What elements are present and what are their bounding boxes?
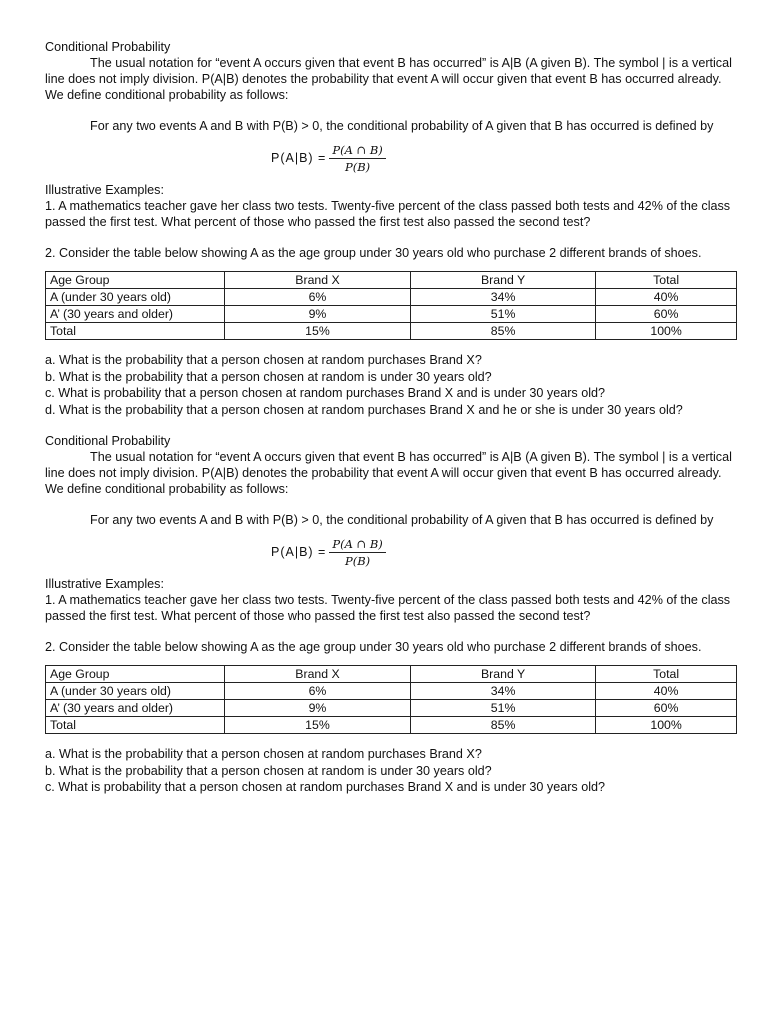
formula-lhs: P(A|B) = xyxy=(271,545,327,559)
formula-fraction xyxy=(329,143,385,174)
formula-lhs: P(A|B) = xyxy=(271,151,327,165)
table-row xyxy=(46,306,737,323)
table-row xyxy=(46,717,737,734)
question-c: c. What is probability that a person chosen at random purchases Brand X and is under 30 years old? xyxy=(45,780,606,794)
table-row xyxy=(46,323,737,340)
intro-paragraph: The usual notation for “event A occurs given that event B has occurred” is A|B (A given B). The symbol | is a vertical line does not imply division. P(A|B) denotes the probability that event A will occur given that event B has occurred already. We define conditional probability as follows: xyxy=(45,56,732,102)
table-cell: 85% xyxy=(410,323,595,340)
section-title: Conditional Probability xyxy=(45,40,171,54)
table-cell: 6% xyxy=(225,289,411,306)
table-cell: 51% xyxy=(410,700,595,717)
table-row xyxy=(46,289,737,306)
table-cell: 51% xyxy=(410,306,595,323)
table-row xyxy=(46,683,737,700)
table-row xyxy=(46,700,737,717)
definition-paragraph: For any two events A and B with P(B) > 0, the conditional probability of A given that B has occurred is defined by xyxy=(90,513,714,527)
shoe-brand-table xyxy=(45,271,737,340)
table-header: Brand Y xyxy=(410,272,595,289)
formula-denominator: P(B) xyxy=(344,159,371,174)
table-header: Age Group xyxy=(46,272,225,289)
question-b: b. What is the probability that a person chosen at random is under 30 years old? xyxy=(45,763,492,778)
table-header: Total xyxy=(596,272,737,289)
table-header-row xyxy=(46,666,737,683)
table-cell: 40% xyxy=(596,289,737,306)
formula-fraction xyxy=(329,537,385,568)
formula-numerator: P(A ∩ B) xyxy=(329,143,385,159)
conditional-probability-formula xyxy=(271,534,739,570)
question-a: a. What is the probability that a person chosen at random purchases Brand X? xyxy=(45,353,482,367)
question-a: a. What is the probability that a person chosen at random purchases Brand X? xyxy=(45,747,482,761)
table-cell: 15% xyxy=(225,717,411,734)
table-cell: A’ (30 years and older) xyxy=(46,306,225,323)
table-header: Age Group xyxy=(46,666,225,683)
table-header-row xyxy=(46,272,737,289)
example-1: 1. A mathematics teacher gave her class two tests. Twenty-five percent of the class passed both tests and 42% of the class passed the first test. What percent of those who passed the first test also passed the second test? xyxy=(45,199,731,229)
table-cell: 85% xyxy=(410,717,595,734)
table-cell: Total xyxy=(46,717,225,734)
shoe-brand-table xyxy=(45,665,737,734)
table-cell: 60% xyxy=(596,306,737,323)
table-cell: 34% xyxy=(410,683,595,700)
examples-heading: Illustrative Examples: xyxy=(45,577,164,591)
table-cell: A (under 30 years old) xyxy=(46,683,225,700)
table-cell: 100% xyxy=(596,717,737,734)
formula-denominator: P(B) xyxy=(344,553,371,568)
table-cell: 100% xyxy=(596,323,737,340)
intro-paragraph: The usual notation for “event A occurs given that event B has occurred” is A|B (A given B). The symbol | is a vertical line does not imply division. P(A|B) denotes the probability that event A will occur given that event B has occurred already. We define conditional probability as follows: xyxy=(45,450,732,496)
table-header: Total xyxy=(596,666,737,683)
example-1: 1. A mathematics teacher gave her class two tests. Twenty-five percent of the class passed both tests and 42% of the class passed the first test. What percent of those who passed the first test also passed the second test? xyxy=(45,593,731,623)
table-cell: 9% xyxy=(225,306,411,323)
definition-paragraph: For any two events A and B with P(B) > 0, the conditional probability of A given that B has occurred is defined by xyxy=(90,119,714,133)
table-cell: A (under 30 years old) xyxy=(46,289,225,306)
questions-list xyxy=(45,352,739,418)
questions-list xyxy=(45,746,739,796)
table-cell: 6% xyxy=(225,683,411,700)
table-cell: Total xyxy=(46,323,225,340)
examples-heading: Illustrative Examples: xyxy=(45,183,164,197)
table-header: Brand X xyxy=(225,272,411,289)
section-1 xyxy=(45,39,739,418)
formula-numerator: P(A ∩ B) xyxy=(329,537,385,553)
conditional-probability-formula xyxy=(271,140,739,176)
question-d: d. What is the probability that a person chosen at random purchases Brand X and he or she is under 30 years old? xyxy=(45,402,683,417)
table-cell: 34% xyxy=(410,289,595,306)
table-cell: 15% xyxy=(225,323,411,340)
table-cell: 60% xyxy=(596,700,737,717)
table-header: Brand X xyxy=(225,666,411,683)
section-title: Conditional Probability xyxy=(45,434,171,448)
section-2 xyxy=(45,433,739,796)
table-cell: 9% xyxy=(225,700,411,717)
question-b: b. What is the probability that a person chosen at random is under 30 years old? xyxy=(45,369,492,384)
example-2: 2. Consider the table below showing A as the age group under 30 years old who purchase 2 different brands of shoes. xyxy=(45,246,702,260)
document-page xyxy=(45,39,739,796)
table-cell: 40% xyxy=(596,683,737,700)
table-cell: A’ (30 years and older) xyxy=(46,700,225,717)
example-2: 2. Consider the table below showing A as the age group under 30 years old who purchase 2 different brands of shoes. xyxy=(45,640,702,654)
question-c: c. What is probability that a person chosen at random purchases Brand X and is under 30 years old? xyxy=(45,386,606,400)
table-header: Brand Y xyxy=(410,666,595,683)
